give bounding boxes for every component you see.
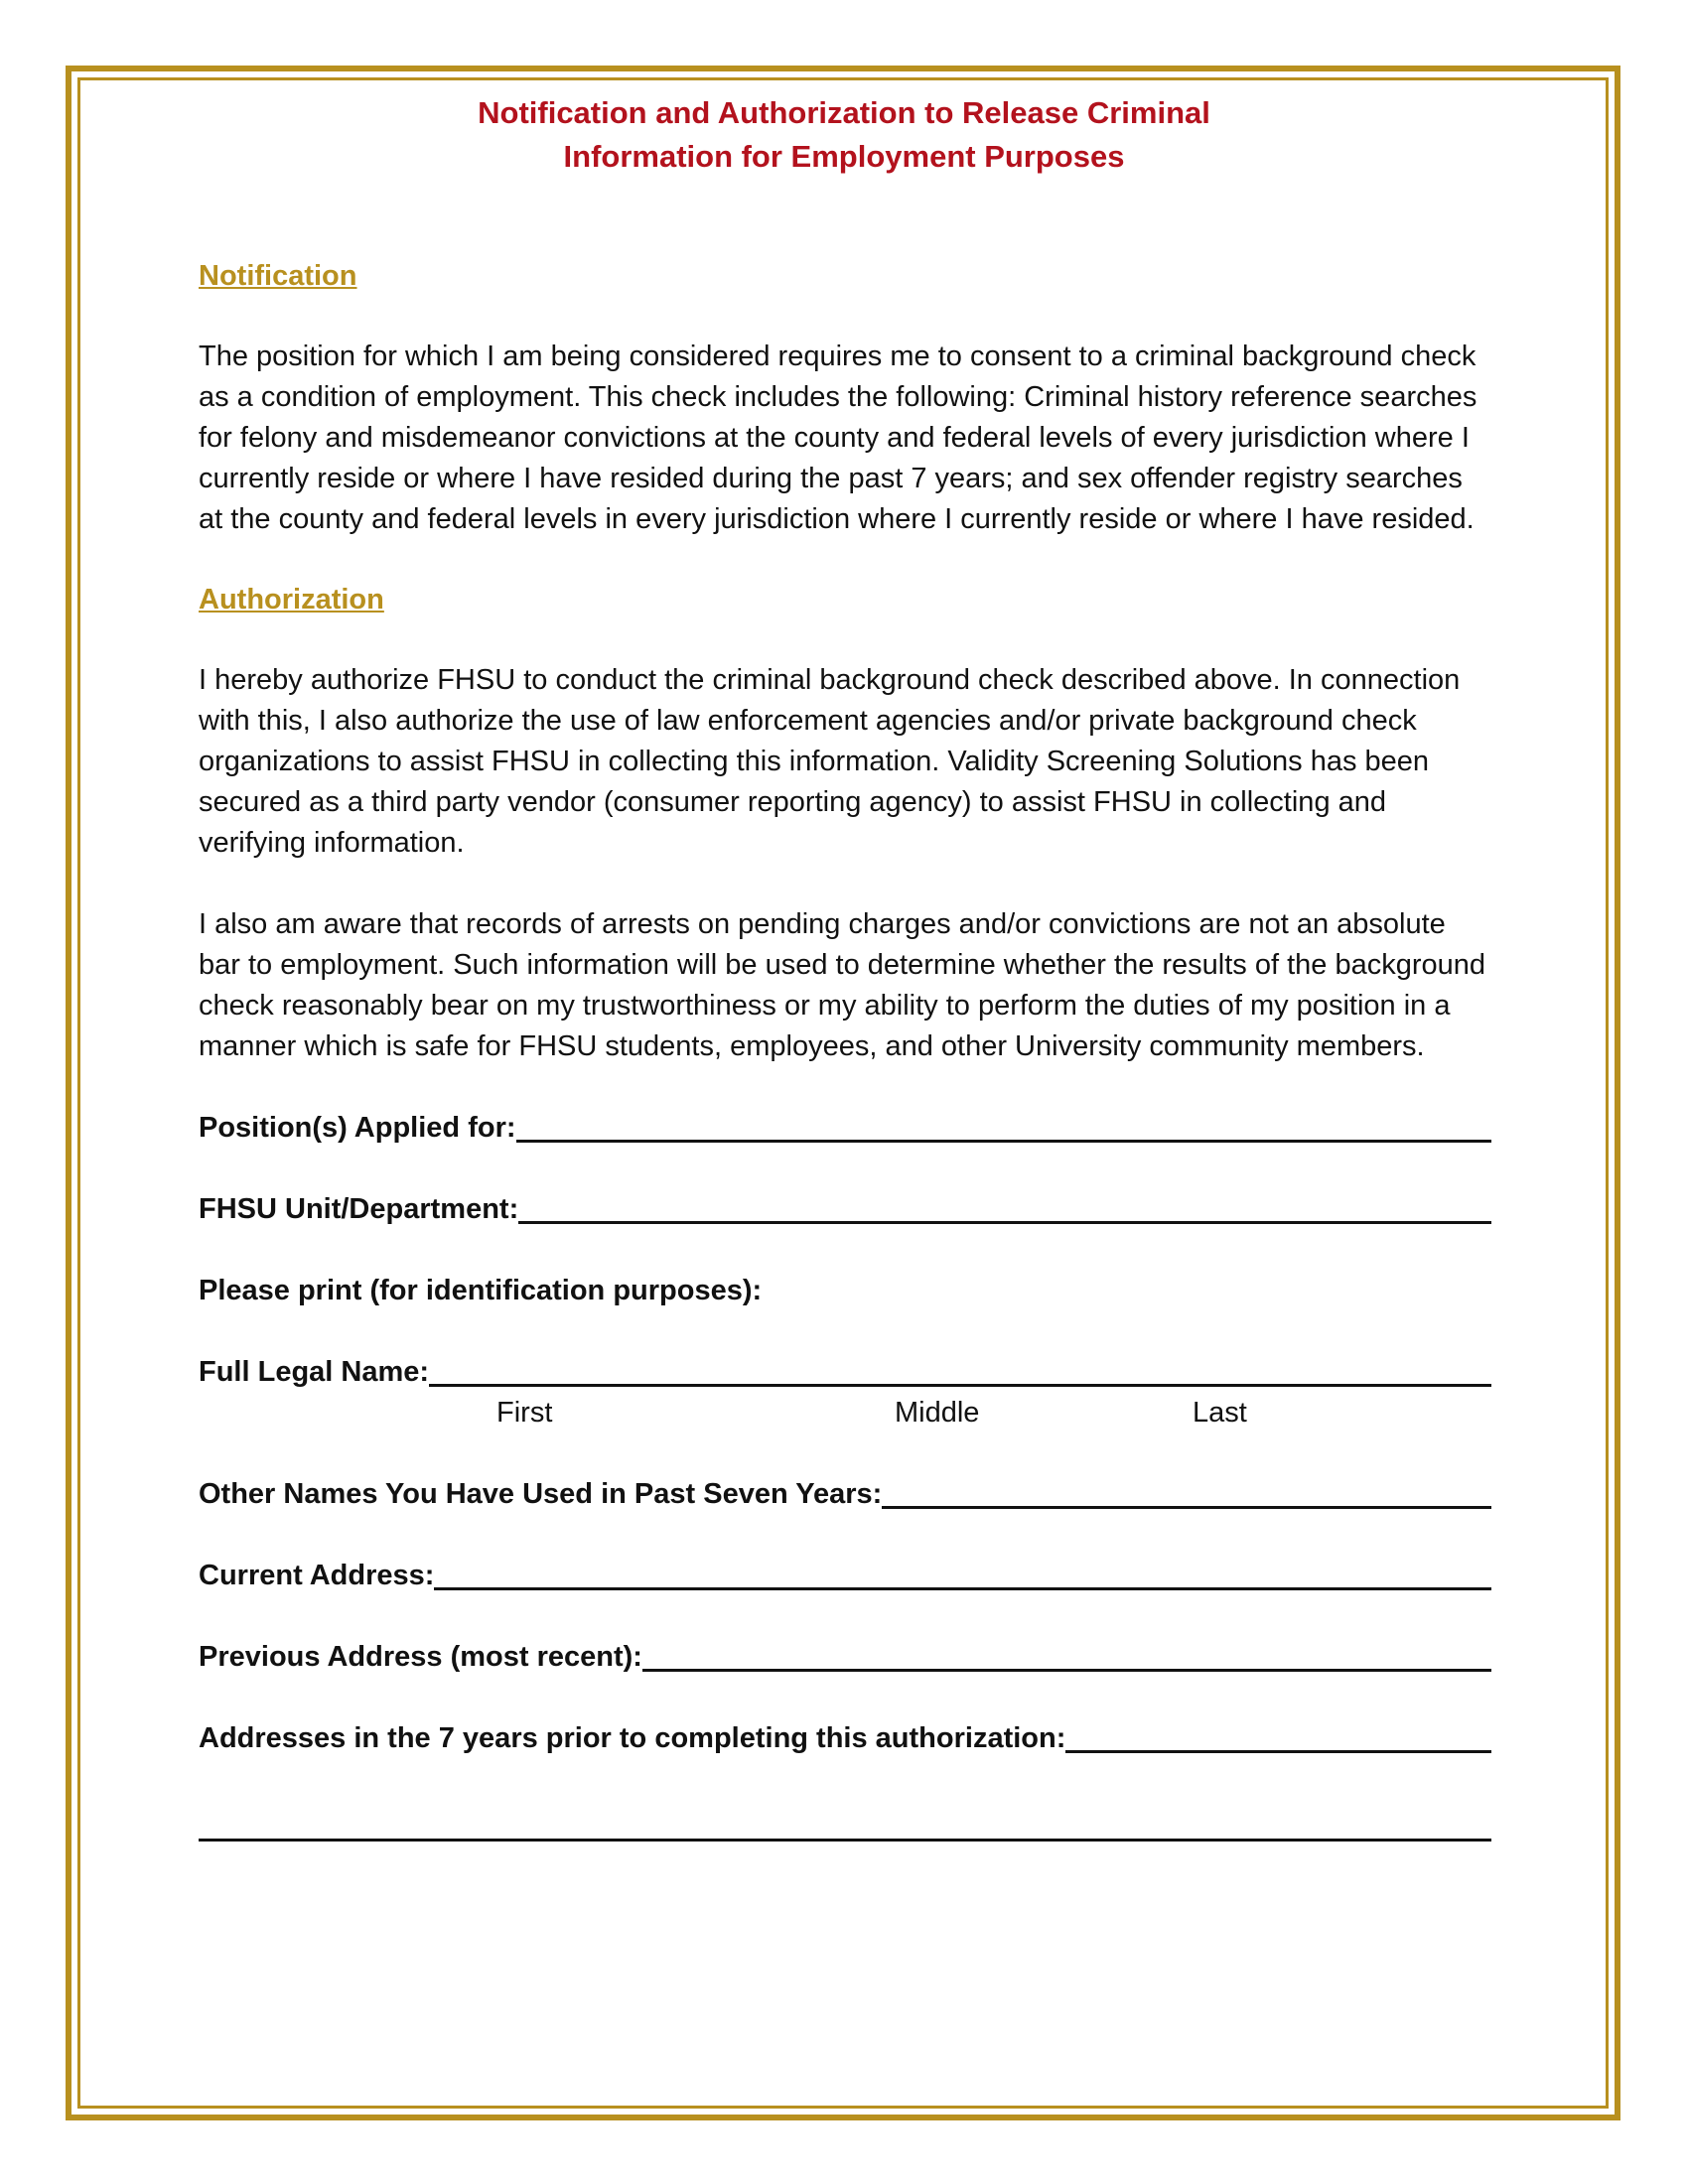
authorization-paragraph-1: I hereby authorize FHSU to conduct the criminal background check described above. In connection with this, I also authorize the use of law enforcement agencies and/or private background check organizations to assist FHSU in collecting this information. Validity Screening Solutions has been secured as a third party vendor (consumer reporting agency) to assist FHSU in collecting and verifying information. — [199, 664, 1461, 859]
notification-paragraph: The position for which I am being considered requires me to consent to a criminal background check as a condition of employment. This check includes the following: Criminal history reference searches for felony and misdemeanor convictions at the county and federal levels of every jurisdiction where I currently reside or where I have resided during the past 7 years; and sex offender registry searches at the county and federal levels in every jurisdiction where I currently reside or where I have resided. — [199, 341, 1477, 535]
position-input-line[interactable] — [516, 1110, 1491, 1143]
form-title — [139, 91, 1549, 179]
other-names-input-line[interactable] — [882, 1476, 1491, 1509]
department-input-line[interactable] — [518, 1191, 1491, 1224]
current-address-label: Current Address: — [199, 1560, 435, 1591]
form-title-line-2: Information for Employment Purposes — [563, 139, 1125, 174]
name-middle-sublabel: Middle — [895, 1397, 980, 1429]
current-address-field-row — [199, 1556, 1491, 1596]
name-first-sublabel: First — [496, 1397, 553, 1429]
prior-addresses-extra-line[interactable] — [199, 1839, 1491, 1842]
other-names-label: Other Names You Have Used in Past Seven Years: — [199, 1478, 883, 1510]
other-names-field-row — [199, 1474, 1491, 1515]
notification-heading: Notification — [199, 260, 357, 292]
name-sublabels — [199, 1393, 1489, 1433]
prior-addresses-field-row — [199, 1718, 1491, 1759]
full-name-field-row — [199, 1352, 1491, 1393]
full-name-input-line[interactable] — [429, 1354, 1491, 1387]
previous-address-field-row — [199, 1637, 1491, 1678]
name-last-sublabel: Last — [1193, 1397, 1247, 1429]
department-field-row — [199, 1189, 1491, 1230]
prior-addresses-input-line[interactable] — [1065, 1720, 1491, 1753]
print-instruction: Please print (for identification purposes): — [199, 1275, 763, 1306]
current-address-input-line[interactable] — [434, 1558, 1491, 1590]
department-label: FHSU Unit/Department: — [199, 1193, 519, 1225]
previous-address-input-line[interactable] — [642, 1639, 1491, 1672]
previous-address-label: Previous Address (most recent): — [199, 1641, 642, 1673]
authorization-paragraph-2: I also am aware that records of arrests on pending charges and/or convictions are not an absolute bar to employment. Such information will be used to determine whether the results of the background check reasonably bear on my trustworthiness or my ability to perform the duties of my position in a manner which is safe for FHSU students, employees, and other University community members. — [199, 908, 1486, 1062]
full-name-label: Full Legal Name: — [199, 1356, 430, 1388]
prior-addresses-label: Addresses in the 7 years prior to completing this authorization: — [199, 1722, 1066, 1754]
form-title-line-1: Notification and Authorization to Release Criminal — [478, 95, 1210, 130]
authorization-heading: Authorization — [199, 584, 384, 615]
form-content — [199, 91, 1489, 1842]
position-label: Position(s) Applied for: — [199, 1112, 516, 1144]
position-field-row — [199, 1108, 1491, 1149]
